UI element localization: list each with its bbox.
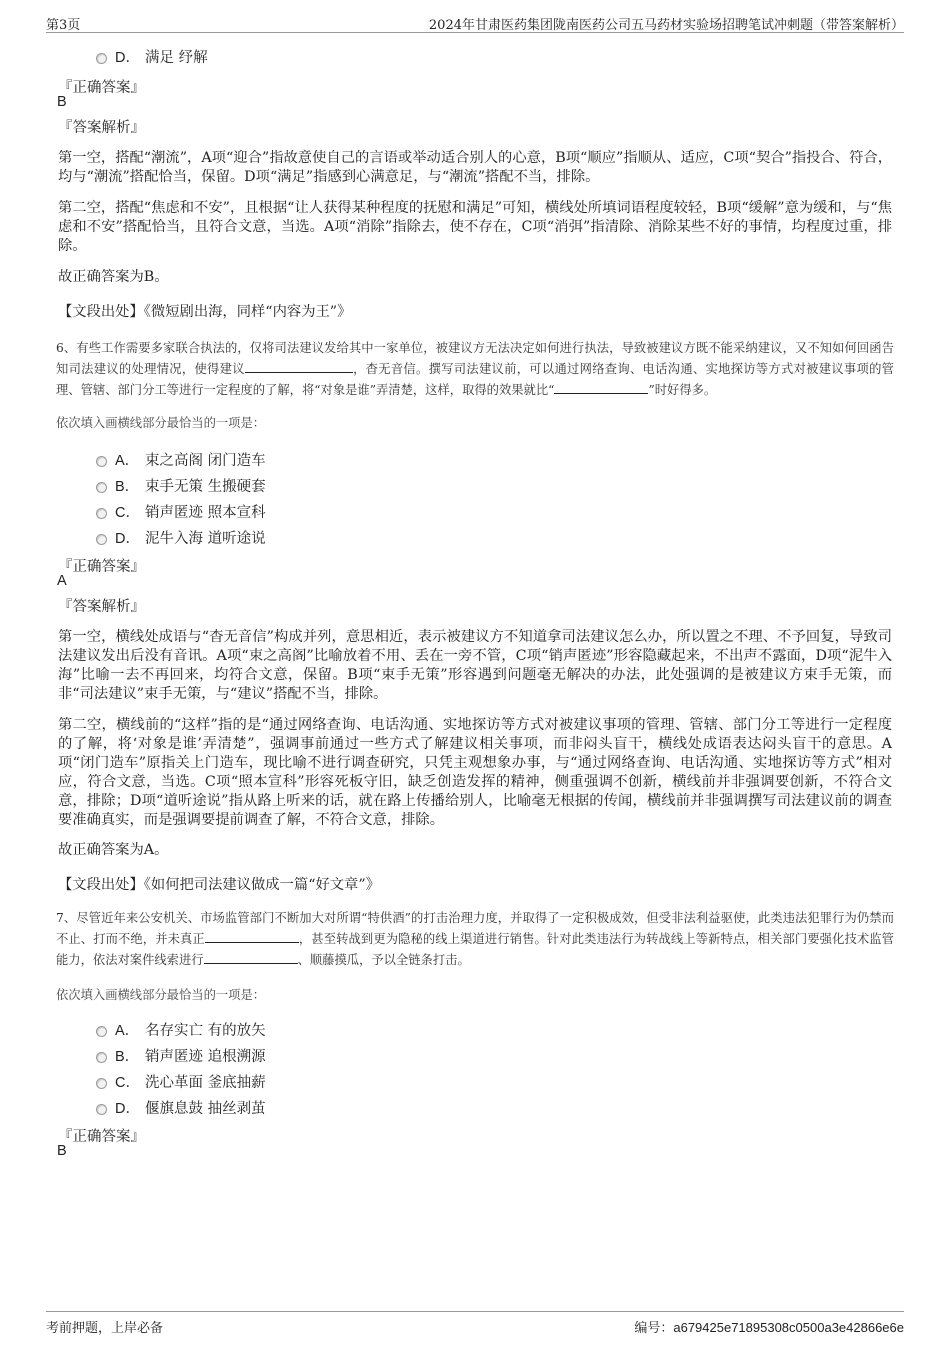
- radio-icon[interactable]: [96, 508, 107, 519]
- q7-option-a[interactable]: A． 名存实亡 有的放矢: [96, 1019, 266, 1039]
- radio-icon[interactable]: [96, 1078, 107, 1089]
- q5-analysis-para-2: 第二空，搭配“焦虑和不安”，且根据“让人获得某种程度的抚慰和满足”可知，横线处所填词语程度较轻，B项“缓解”意为缓和，与“焦虑和不安”搭配恰当，且符合文意，当选。A项“消除”指除去，使不存在，C项“消弭”指清除、消除某些不好的事情，均程度过重，排除。: [58, 200, 892, 254]
- q5-answer: B: [57, 94, 67, 110]
- q7-answer: B: [57, 1143, 67, 1159]
- radio-icon[interactable]: [96, 1052, 107, 1063]
- q5-option-d[interactable]: D． 满足 纾解: [96, 46, 208, 66]
- q7-option-c[interactable]: C． 洗心革面 釜底抽薪: [96, 1071, 266, 1091]
- page-footer: [46, 1311, 904, 1336]
- radio-icon[interactable]: [96, 482, 107, 493]
- q7-option-b[interactable]: B． 销声匿迹 追根溯源: [96, 1045, 266, 1065]
- radio-icon[interactable]: [96, 1104, 107, 1115]
- page-header: [46, 10, 904, 33]
- q6-stem: 6、有些工作需要多家联合执法的，仅将司法建议发给其中一家单位，被建议方无法决定如何进行执法，导致被建议方既不能采纳建议，又不知如何回函告知司法建议的处理情况，使得建议 ，杳无音信。撰写司法建议前，可以通过网络查询、电话沟通、实地探访等方式对被建议事项的管理、管辖、部门分工等进行一定程度的了解，将“对象是谁”弄清楚，这样，取得的效果就比“ ”时好得多。: [56, 341, 894, 397]
- q6-analysis-label: 『答案解析』: [58, 599, 145, 615]
- q5-conclusion: 故正确答案为B。: [58, 269, 169, 285]
- document-title: 2024年甘肃医药集团陇南医药公司五马药材实验场招聘笔试冲刺题（带答案解析）: [428, 18, 904, 33]
- q6-analysis-para-1: 第一空，横线处成语与“杳无音信”构成并列，意思相近，表示被建议方不知道拿司法建议怎么办，所以置之不理、不予回复，导致司法建议发出后没有音讯。A项“束之高阁”比喻放着不用、丢在一旁不管，C项“销声匿迹”形容隐藏起来，不出声不露面，D项“泥牛入海”比喻一去不再回来，均符合文意，保留。B项“束手无策”形容遇到问题毫无解决的办法，此处强调的是被建议方束手无策，而非“司法建议”束手无策，与“建议”搭配不当，排除。: [58, 629, 892, 702]
- page-number: 第3页: [46, 18, 81, 33]
- q6-source: 【文段出处】《如何把司法建议做成一篇“好文章”》: [58, 877, 380, 893]
- q7-blank-2: [204, 951, 298, 964]
- radio-icon[interactable]: [96, 456, 107, 467]
- radio-icon[interactable]: [96, 53, 107, 64]
- q7-option-d[interactable]: D． 偃旗息鼓 抽丝剥茧: [96, 1097, 266, 1117]
- q6-blank-2: [554, 381, 648, 394]
- q6-option-a[interactable]: A． 束之高阁 闭门造车: [96, 449, 266, 469]
- q6-option-b[interactable]: B． 束手无策 生搬硬套: [96, 475, 266, 495]
- document-code: 编号：a679425e71895308c0500a3e42866e6e: [634, 1320, 904, 1336]
- q6-answer: A: [57, 573, 67, 589]
- q6-option-c[interactable]: C． 销声匿迹 照本宣科: [96, 501, 266, 521]
- q7-stem: 7、尽管近年来公安机关、市场监管部门不断加大对所谓“特供酒”的打击治理力度，并取得了一定积极成效，但受非法利益驱使，此类违法犯罪行为仍禁而不止、打而不绝，并未真正 ，甚至转战到更为隐秘的线上渠道进行销售。针对此类违法行为转战线上等新特点，相关部门要强化技术监管能力，依法对案件线索进行 、顺藤摸瓜，予以全链条打击。: [56, 911, 894, 967]
- radio-icon[interactable]: [96, 1026, 107, 1037]
- q7-prompt: 依次填入画横线部分最恰当的一项是：: [56, 988, 266, 1002]
- q5-answer-label: 『正确答案』: [58, 80, 145, 96]
- footer-slogan: 考前押题，上岸必备: [46, 1321, 164, 1336]
- q7-answer-label: 『正确答案』: [58, 1129, 145, 1145]
- q5-analysis-para-1: 第一空，搭配“潮流”，A项“迎合”指故意使自己的言语或举动适合别人的心意，B项“顺应”指顺从、适应，C项“契合”指投合、符合，均与“潮流”搭配恰当，保留。D项“满足”指感到心满意足，与“潮流”搭配不当，排除。: [58, 150, 892, 185]
- q5-analysis-label: 『答案解析』: [58, 120, 145, 136]
- q6-analysis-para-2: 第二空，横线前的“这样”指的是“通过网络查询、电话沟通、实地探访等方式对被建议事项的管理、管辖、部门分工等进行一定程度的了解，将‘对象是谁’弄清楚”，强调事前通过一些方式了解建议相关事项，而非闷头盲干，横线处成语表达闷头盲干的意思。A项“闭门造车”原指关上门造车，现比喻不进行调查研究，只凭主观想象办事，与“通过网络查询、电话沟通、实地探访等方式”相对应，符合文意，当选。C项“照本宣科”形容死板守旧，缺乏创造发挥的精神，侧重强调不创新，横线前并非强调要创新，不符合文意，排除；D项“道听途说”指从路上听来的话，就在路上传播给别人，比喻毫无根据的传闻，横线前并非强调撰写司法建议前的调查要准确真实，而是强调要提前调查了解，不符合文意，排除。: [58, 717, 892, 828]
- radio-icon[interactable]: [96, 534, 107, 545]
- q6-conclusion: 故正确答案为A。: [58, 842, 169, 858]
- q6-blank-1: [245, 360, 353, 373]
- q7-blank-1: [205, 930, 299, 943]
- q6-option-d[interactable]: D． 泥牛入海 道听途说: [96, 527, 266, 547]
- q5-source: 【文段出处】《微短剧出海，同样“内容为王”》: [58, 304, 352, 320]
- q6-prompt: 依次填入画横线部分最恰当的一项是：: [56, 416, 266, 430]
- q6-answer-label: 『正确答案』: [58, 559, 145, 575]
